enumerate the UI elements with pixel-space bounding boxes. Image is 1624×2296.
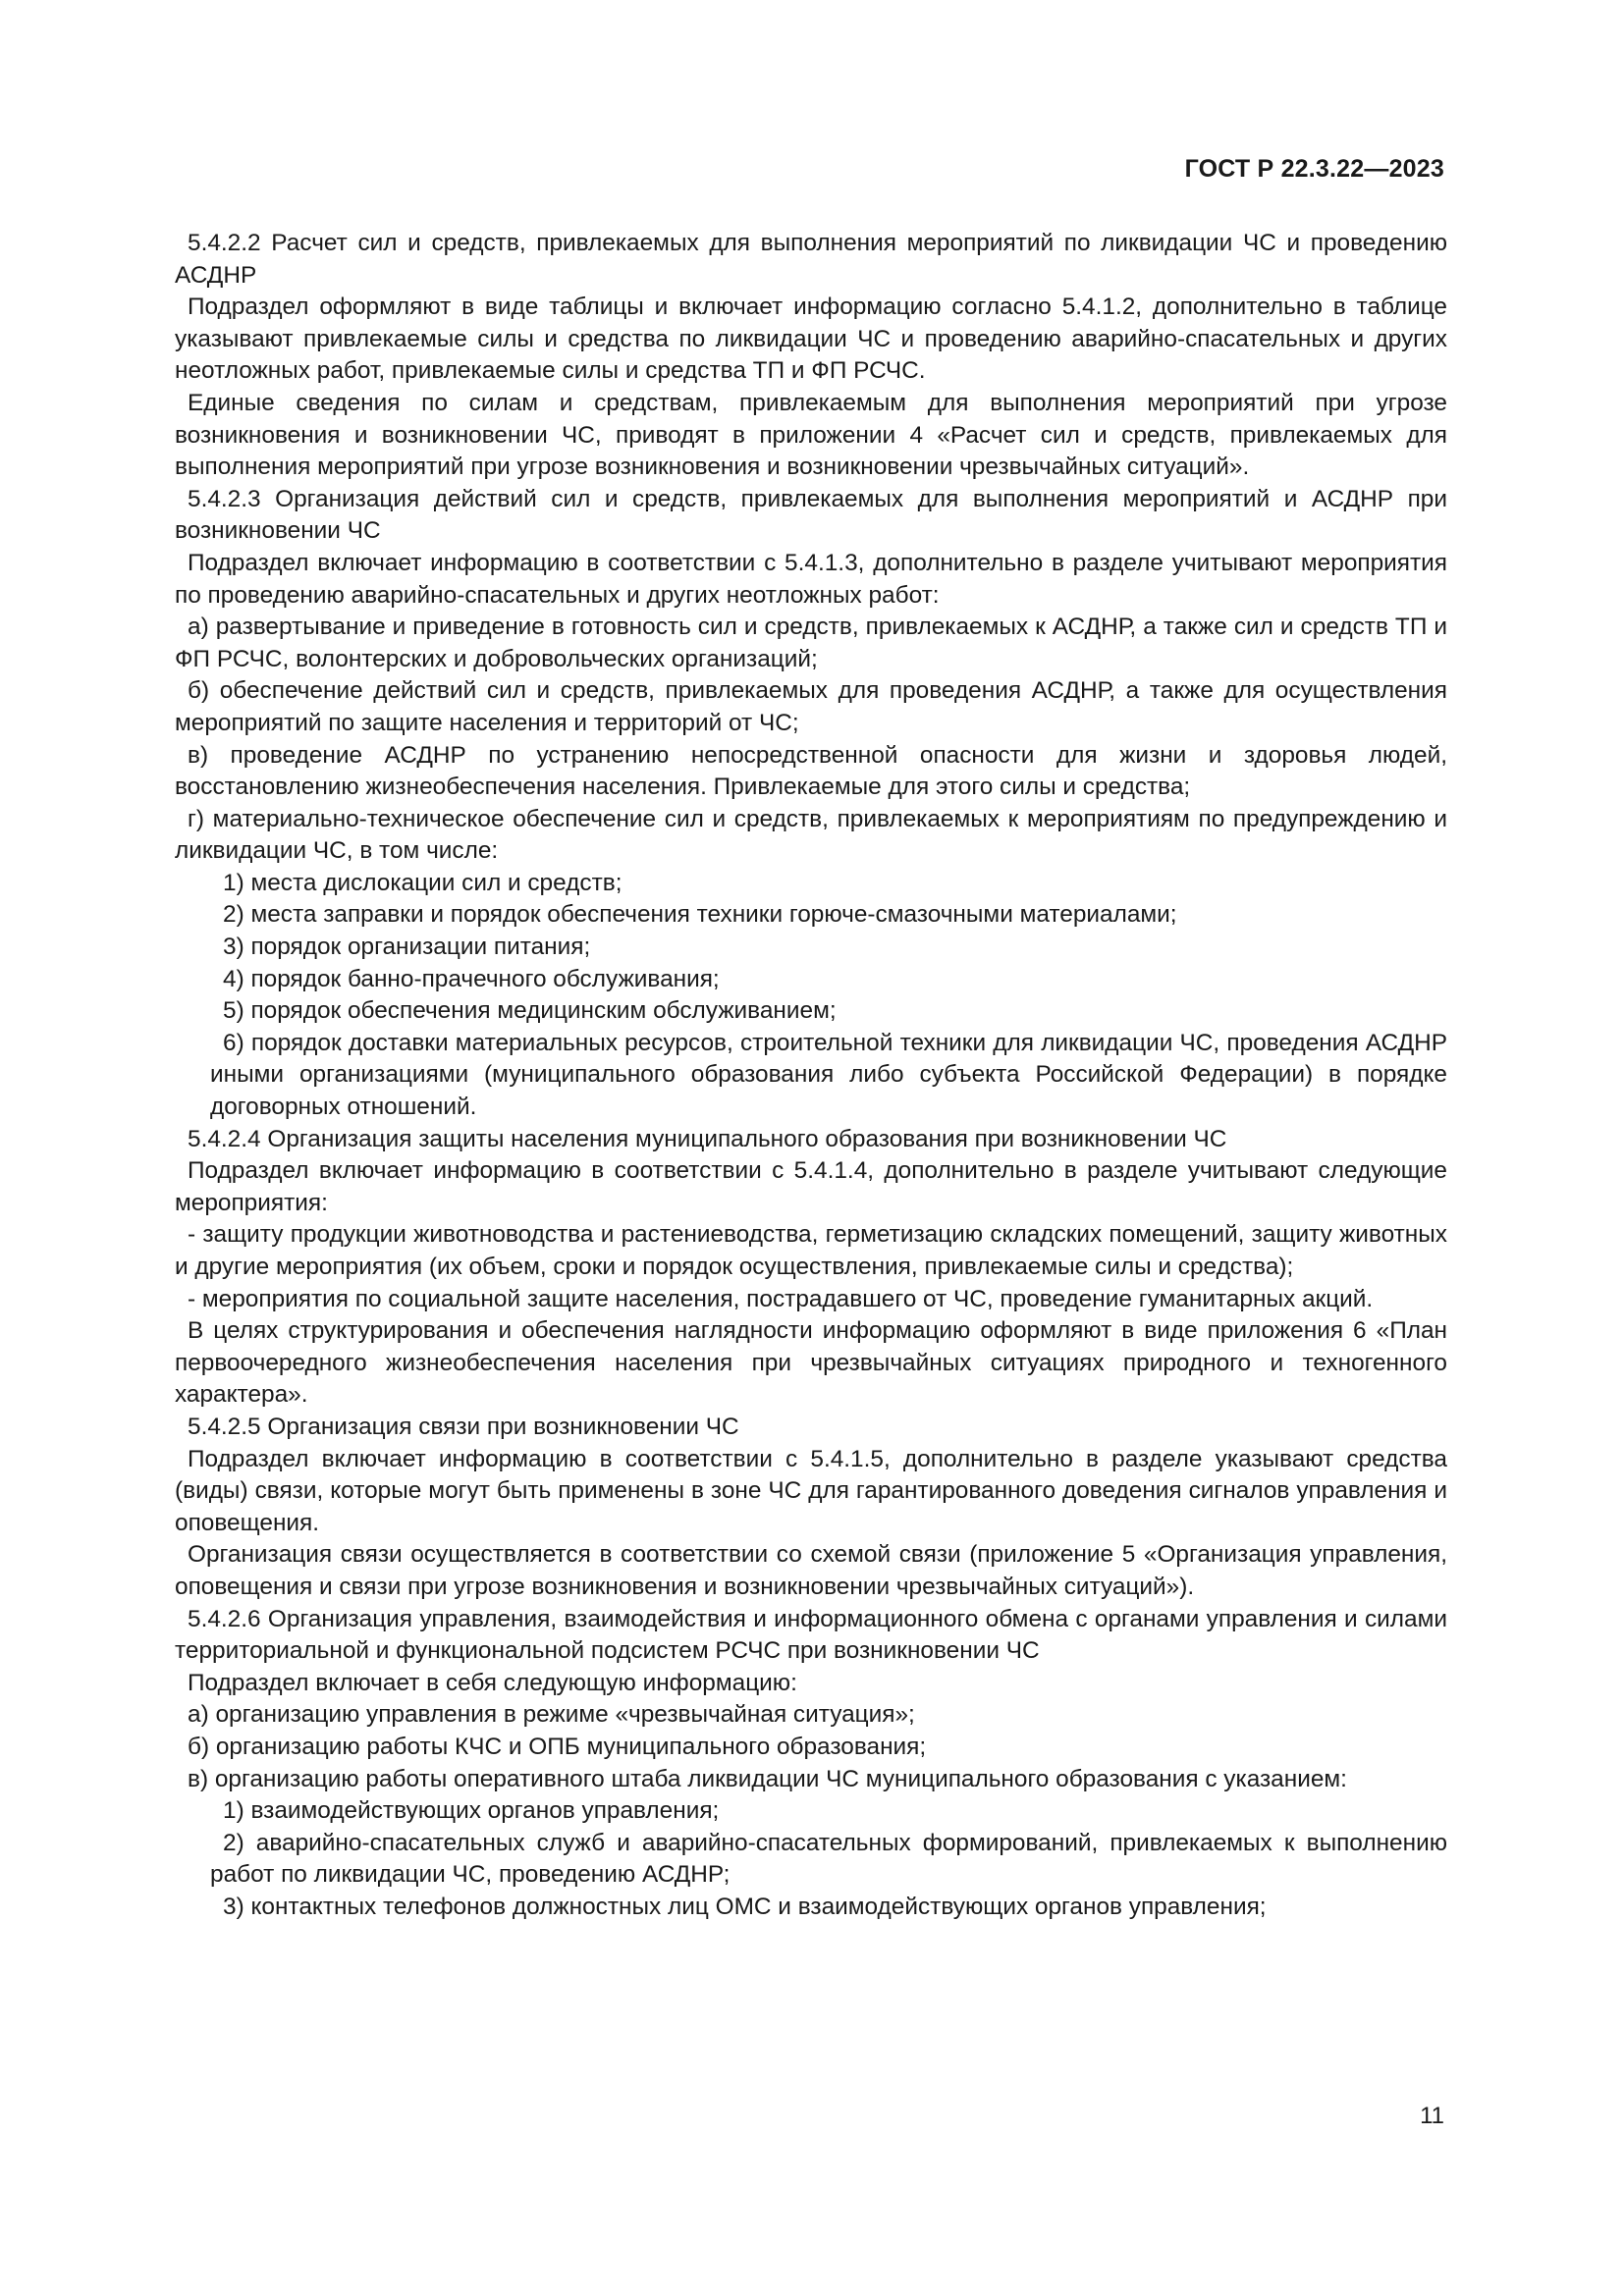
paragraph: 5.4.2.4 Организация защиты населения муниципального образования при возникновении ЧС — [188, 1125, 1227, 1152]
page-number: 11 — [1420, 2103, 1444, 2129]
list-item: 6) порядок доставки материальных ресурсов, строительной техники для ликвидации ЧС, проведения АСДНР иными организациями (муниципального образования либо субъекта Российской Федерации) в порядке договорных отношений. — [210, 1029, 1447, 1121]
paragraph: а) развертывание и приведение в готовность сил и средств, привлекаемых к АСДНР, а также сил и средств ТП и ФП РСЧС, волонтерских и добровольческих организаций; — [175, 614, 1447, 672]
list-item: 2) аварийно-спасательных служб и аварийно-спасательных формирований, привлекаемых к выполнению работ по ликвидации ЧС, проведению АСДНР; — [210, 1829, 1447, 1889]
paragraph: 5.4.2.3 Организация действий сил и средств, привлекаемых для выполнения мероприятий и АСДНР при возникновении ЧС — [175, 485, 1447, 545]
paragraph: а) организацию управления в режиме «чрезвычайная ситуация»; — [188, 1701, 915, 1729]
list-item: 3) порядок организации питания; — [223, 934, 591, 961]
paragraph: г) материально-техническое обеспечение сил и средств, привлекаемых к мероприятиям по предупреждению и ликвидации ЧС, в том числе: — [175, 805, 1447, 865]
paragraph: 5.4.2.5 Организация связи при возникновении ЧС — [188, 1413, 739, 1440]
paragraph: Подраздел включает в себя следующую информацию: — [188, 1669, 797, 1696]
paragraph: Подраздел включает информацию в соответствии с 5.4.1.4, дополнительно в разделе учитывают следующие мероприятия: — [175, 1157, 1447, 1216]
document-body — [175, 228, 1447, 1923]
paragraph: Подраздел оформляют в виде таблицы и включает информацию согласно 5.4.1.2, дополнительно в таблице указывают привлекаемые силы и средства по ликвидации ЧС и проведению аварийно-спасательных и других неотложных работ, привлекаемые силы и средства ТП и ФП РСЧС. — [175, 294, 1447, 385]
list-item: 1) взаимодействующих органов управления; — [223, 1797, 720, 1825]
paragraph: - защиту продукции животноводства и растениеводства, герметизацию складских помещений, защиту животных и другие мероприятия (их объем, сроки и порядок осуществления, привлекаемые силы и средства); — [175, 1221, 1447, 1280]
paragraph: В целях структурирования и обеспечения наглядности информацию оформляют в виде приложения 6 «План первоочередного жизнеобеспечения населения при чрезвычайных ситуациях природного и техногенного характера». — [175, 1317, 1447, 1409]
list-item: 3) контактных телефонов должностных лиц ОМС и взаимодействующих органов управления; — [223, 1893, 1267, 1920]
paragraph: Организация связи осуществляется в соответствии со схемой связи (приложение 5 «Организация управления, оповещения и связи при угрозе возникновения и возникновении чрезвычайных ситуаций»). — [175, 1541, 1447, 1600]
paragraph: Подраздел включает информацию в соответствии с 5.4.1.3, дополнительно в разделе учитывают мероприятия по проведению аварийно-спасательных и других неотложных работ: — [175, 549, 1447, 609]
paragraph: Подраздел включает информацию в соответствии с 5.4.1.5, дополнительно в разделе указывают средства (виды) связи, которые могут быть применены в зоне ЧС для гарантированного доведения сигналов управления и оповещения. — [175, 1445, 1447, 1536]
paragraph: б) обеспечение действий сил и средств, привлекаемых для проведения АСДНР, а также для осуществления мероприятий по защите населения и территорий от ЧС; — [175, 677, 1447, 736]
paragraph: в) проведение АСДНР по устранению непосредственной опасности для жизни и здоровья людей, восстановлению жизнеобеспечения населения. Привлекаемые для этого силы и средства; — [175, 741, 1447, 801]
list-item: 5) порядок обеспечения медицинским обслуживанием; — [223, 997, 837, 1025]
document-code: ГОСТ Р 22.3.22—2023 — [1184, 155, 1444, 183]
list-item: 2) места заправки и порядок обеспечения техники горюче-смазочными материалами; — [223, 901, 1177, 929]
paragraph: - мероприятия по социальной защите населения, пострадавшего от ЧС, проведение гуманитарных акций. — [188, 1285, 1374, 1312]
paragraph: б) организацию работы КЧС и ОПБ муниципального образования; — [188, 1733, 927, 1760]
paragraph: 5.4.2.6 Организация управления, взаимодействия и информационного обмена с органами управления и силами территориальной и функциональной подсистем РСЧС при возникновении ЧС — [175, 1605, 1447, 1665]
paragraph: 5.4.2.2 Расчет сил и средств, привлекаемых для выполнения мероприятий по ликвидации ЧС и проведению АСДНР — [175, 230, 1447, 289]
paragraph: Единые сведения по силам и средствам, привлекаемым для выполнения мероприятий при угрозе возникновения и возникновении ЧС, приводят в приложении 4 «Расчет сил и средств, привлекаемых для выполнения мероприятий при угрозе возникновения и возникновении чрезвычайных ситуаций». — [175, 389, 1447, 481]
paragraph: в) организацию работы оперативного штаба ликвидации ЧС муниципального образования с указанием: — [188, 1765, 1347, 1792]
list-item: 4) порядок банно-прачечного обслуживания; — [223, 965, 720, 992]
list-item: 1) места дислокации сил и средств; — [223, 869, 623, 896]
